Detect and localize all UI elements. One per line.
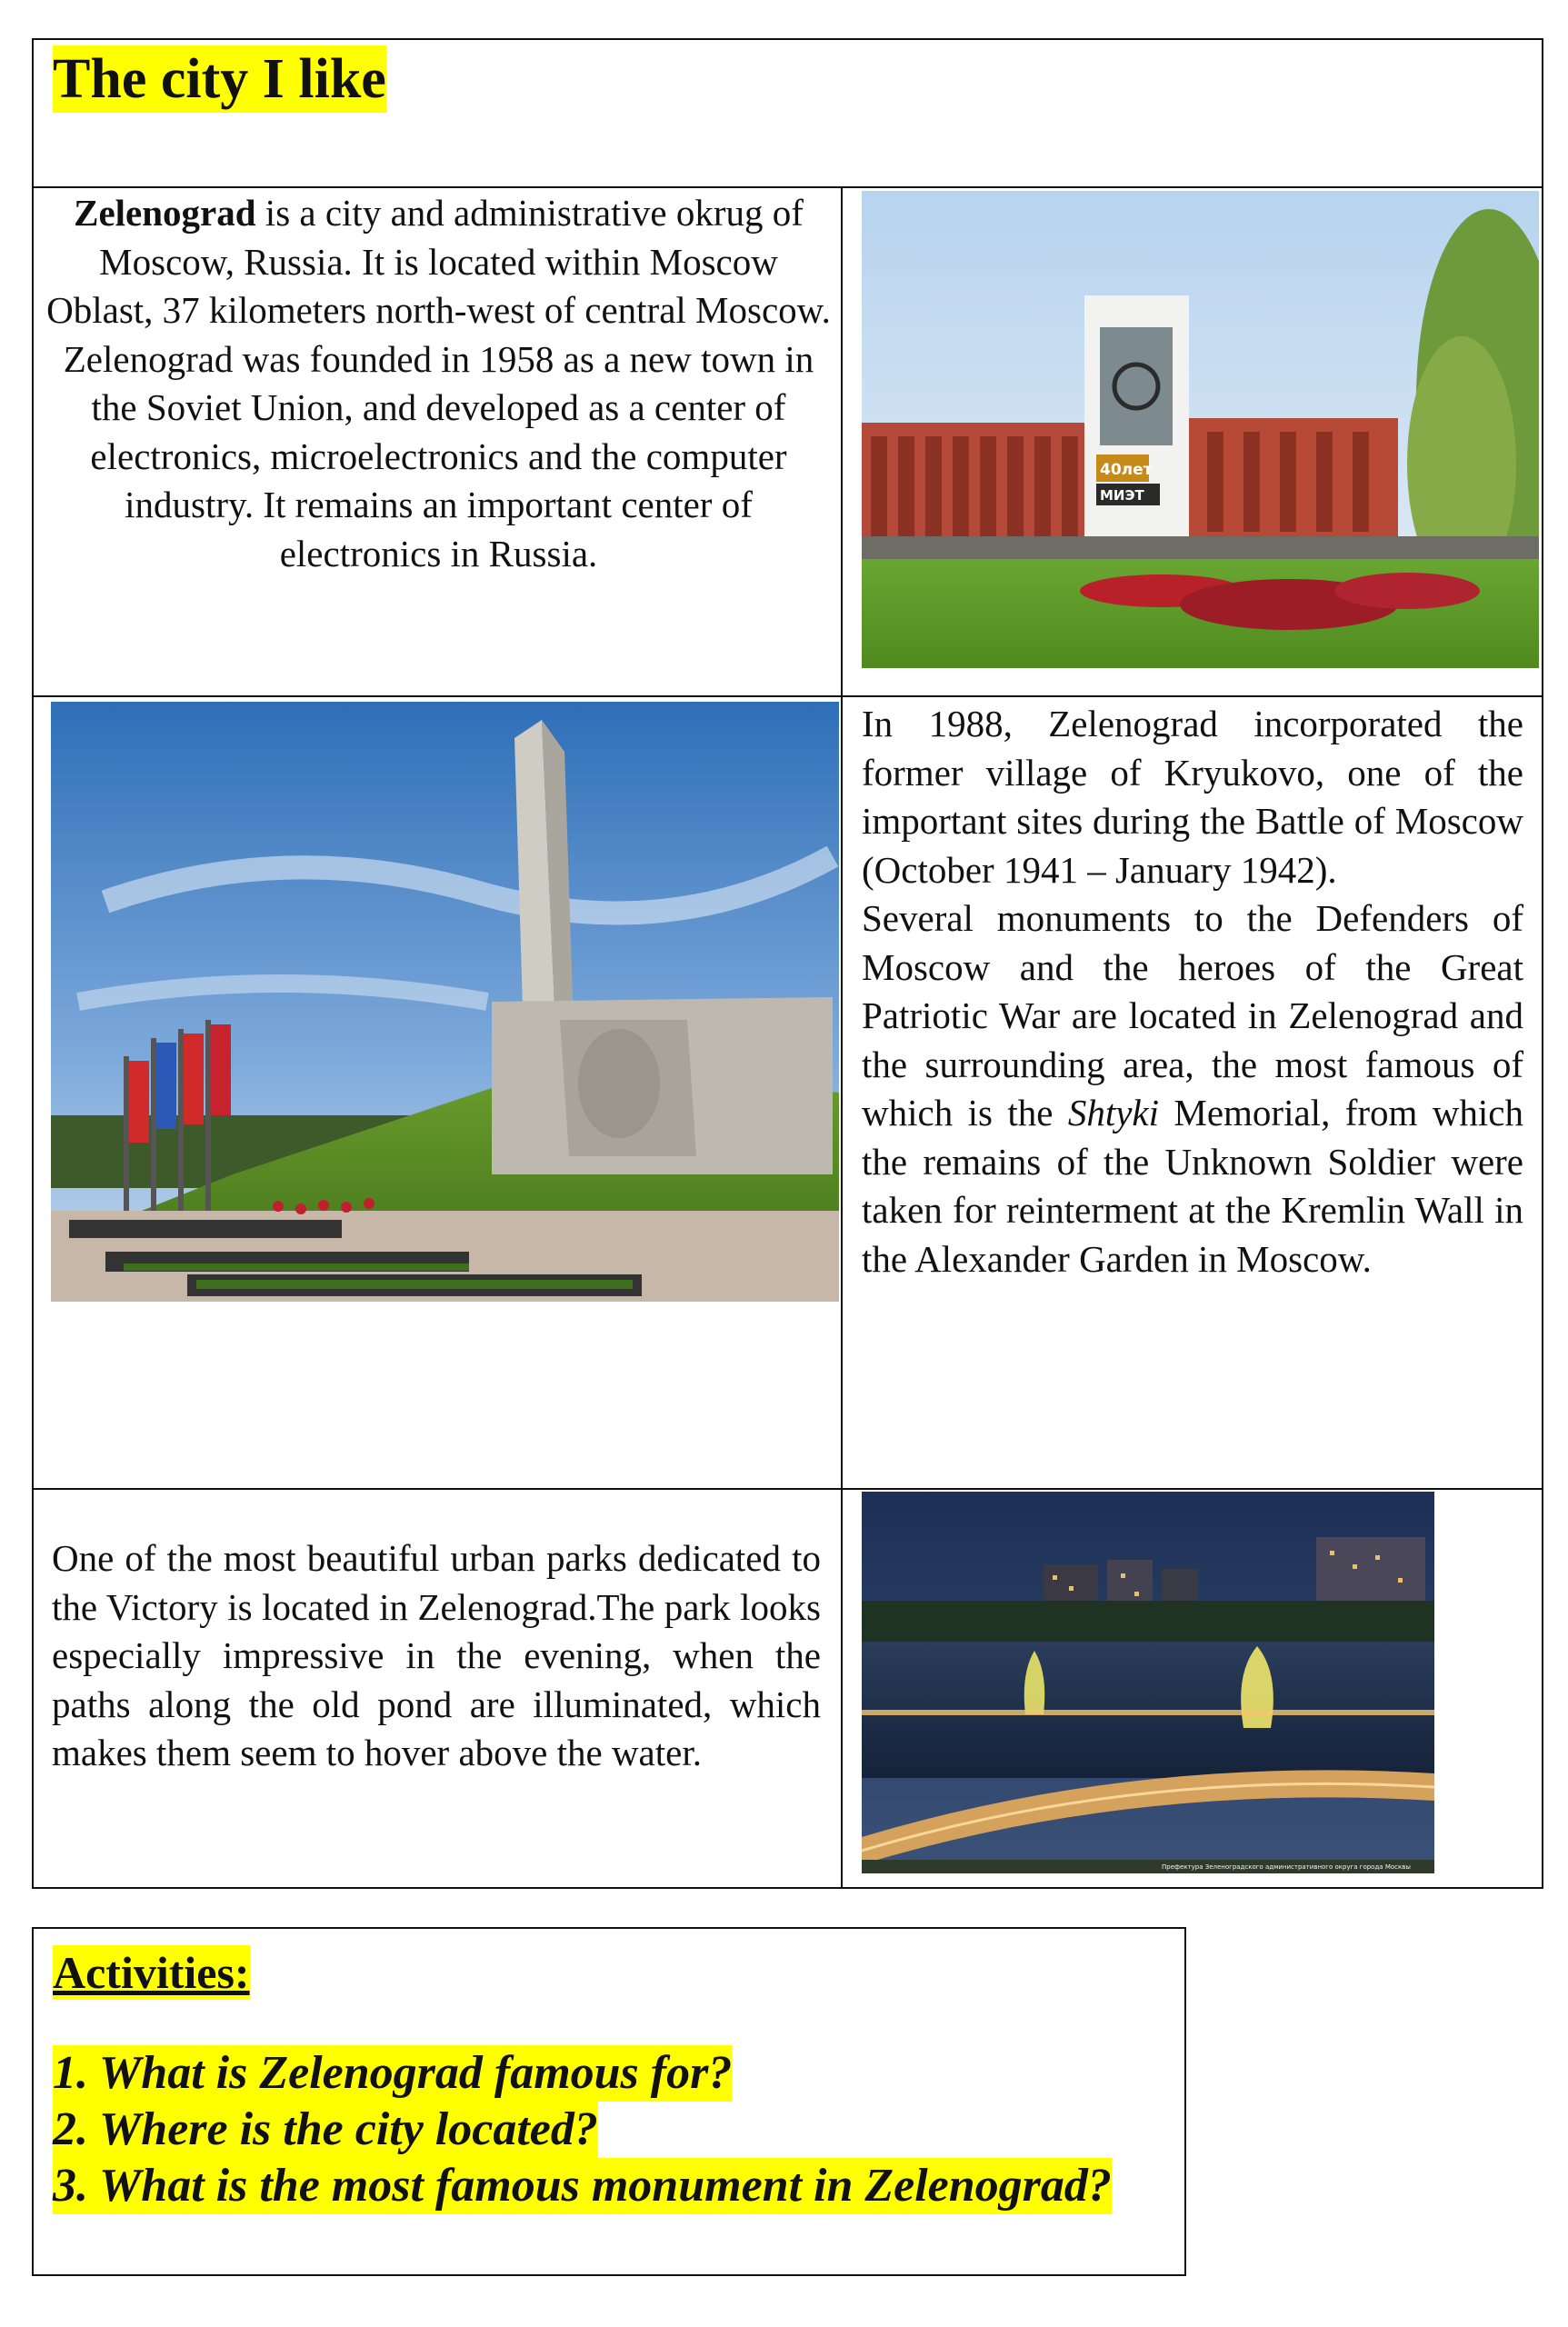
monuments-paragraph-end: Memorial, from which the remains of the Unknown Soldier were taken for reinterment at the Kremlin Wall in the Alexander Garden in Moscow. xyxy=(862,1092,1523,1280)
page-title: The city I like xyxy=(53,45,386,113)
intro-sentence: is a city and administrative okrug of Moscow, Russia. It is located within Moscow Oblast, 37 kilometers north-west of central Moscow. xyxy=(46,192,831,331)
park-text xyxy=(52,1534,821,1778)
activities-title: Activities: xyxy=(53,1947,250,1998)
building-sign-top: 40лет xyxy=(1100,461,1153,479)
kryukovo-paragraph: In 1988, Zelenograd incorporated the former village of Kryukovo, one of the important sites during the Battle of Moscow (October 1941 – January 1942). xyxy=(862,703,1523,891)
question-3: 3. What is the most famous monument in Zelenograd? xyxy=(53,2158,1112,2214)
monuments-paragraph-start: Several monuments to the Defenders of Moscow and the heroes of the Great Patriotic War are located in Zelenograd and the surrounding area, the most famous of which is the xyxy=(862,897,1523,1134)
question-2: 2. Where is the city located? xyxy=(53,2102,598,2158)
history-text xyxy=(862,700,1523,1283)
question-1: 1. What is Zelenograd famous for? xyxy=(53,2045,732,2102)
intro-history: Zelenograd was founded in 1958 as a new town in the Soviet Union, and developed as a center of electronics, microelectronics and the computer industry. It remains an important center of electronics in Russia. xyxy=(63,337,814,574)
building-sign-bottom: МИЭТ xyxy=(1100,487,1144,504)
miet-building-photo xyxy=(862,191,1539,668)
intro-text xyxy=(45,189,832,578)
photo-credit-caption: Префектура Зеленоградского административного округа города Москвы xyxy=(1162,1863,1411,1871)
table-rule-2 xyxy=(32,695,1543,697)
park-paragraph: One of the most beautiful urban parks dedicated to the Victory is located in Zelenograd.The park looks especially impressive in the evening, when the paths along the old pond are illuminated, which makes them seem to hover above the water. xyxy=(52,1537,821,1773)
table-rule-1 xyxy=(32,186,1543,188)
memorial-photo xyxy=(51,702,839,1302)
victory-park-photo xyxy=(862,1492,1434,1873)
table-column-divider xyxy=(841,186,843,1889)
table-rule-3 xyxy=(32,1488,1543,1490)
shtyki-name: Shtyki xyxy=(1067,1092,1159,1134)
intro-city-name: Zelenograd xyxy=(74,192,256,234)
